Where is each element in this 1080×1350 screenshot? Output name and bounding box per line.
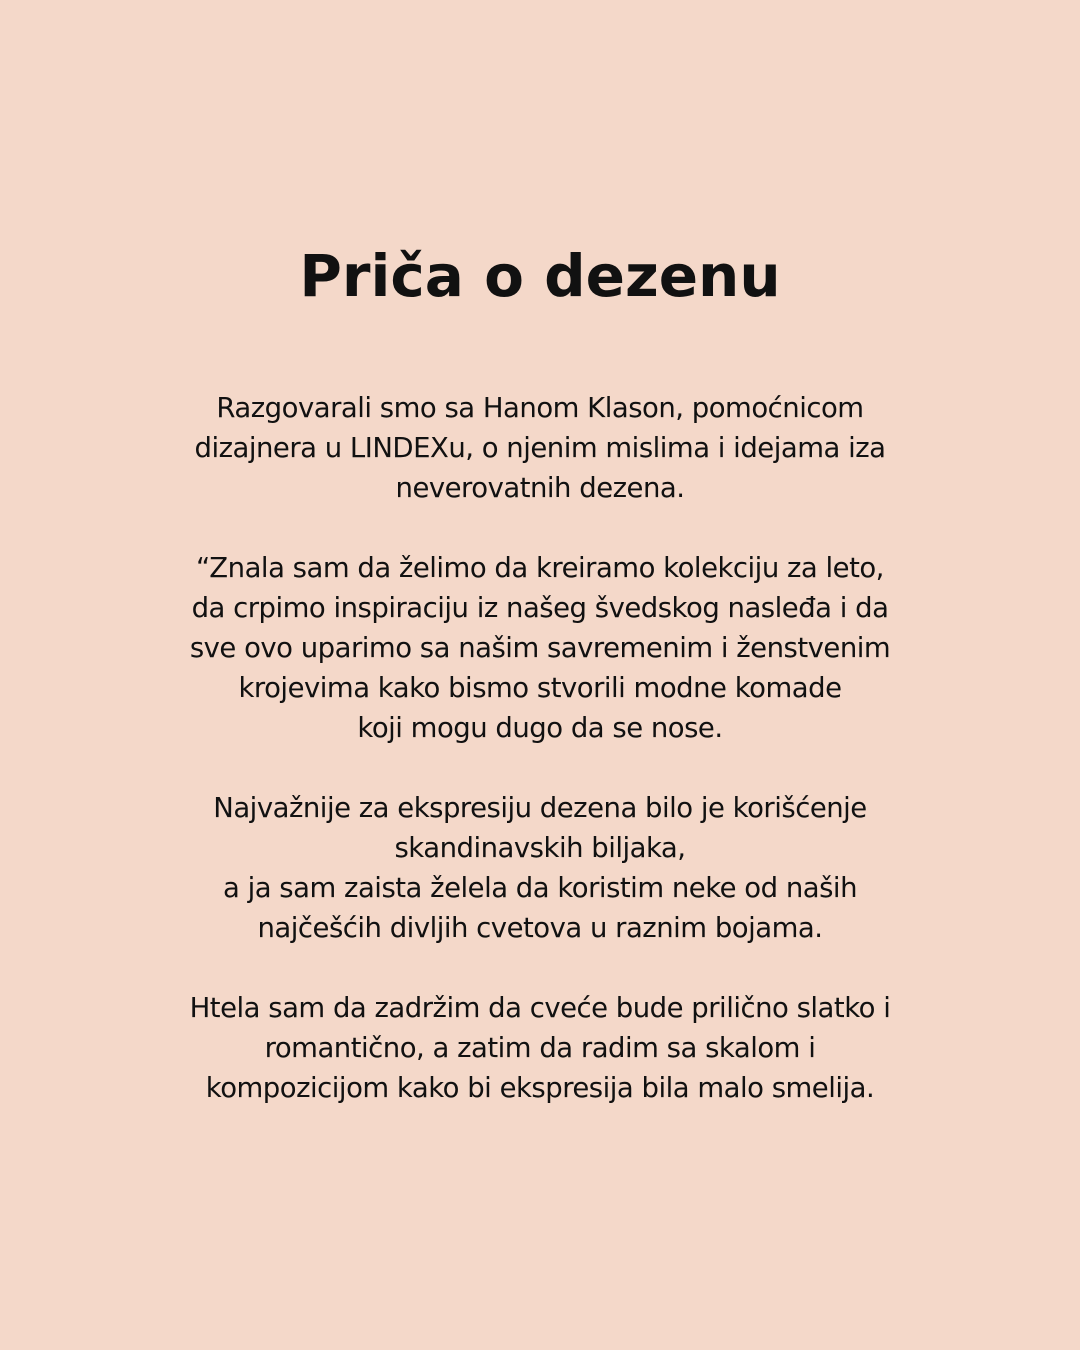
text-line: da crpimo inspiraciju iz našeg švedskog nasleđa i da <box>191 592 889 624</box>
text-line: skandinavskih biljaka, <box>394 832 686 864</box>
text-line: krojevima kako bismo stvorili modne komade <box>238 672 842 704</box>
text-line: dizajnera u LINDEXu, o njenim mislima i idejama iza <box>194 432 886 464</box>
text-line: “Znala sam da želimo da kreiramo kolekciju za leto, <box>196 552 884 584</box>
text-line: najčešćih divljih cvetova u raznim bojama. <box>257 912 823 944</box>
article-body <box>140 388 940 1148</box>
text-line: neverovatnih dezena. <box>395 472 685 504</box>
text-line: a ja sam zaista želela da koristim neke od naših <box>222 872 857 904</box>
text-line: Razgovarali smo sa Hanom Klason, pomoćnicom <box>216 392 864 424</box>
text-line: Najvažnije za ekspresiju dezena bilo je korišćenje <box>213 792 867 824</box>
paragraph-quote-2 <box>140 788 940 948</box>
text-line: kompozicijom kako bi ekspresija bila malo smelija. <box>205 1072 875 1104</box>
paragraph-intro <box>140 388 940 508</box>
paragraph-quote-3 <box>140 988 940 1108</box>
text-line: sve ovo uparimo sa našim savremenim i ženstvenim <box>189 632 891 664</box>
text-line: Htela sam da zadržim da cveće bude prilično slatko i <box>189 992 891 1024</box>
page-title: Priča o dezenu <box>299 242 781 310</box>
text-line: romantično, a zatim da radim sa skalom i <box>264 1032 816 1064</box>
paragraph-quote-1 <box>140 548 940 748</box>
text-line: koji mogu dugo da se nose. <box>357 712 723 744</box>
